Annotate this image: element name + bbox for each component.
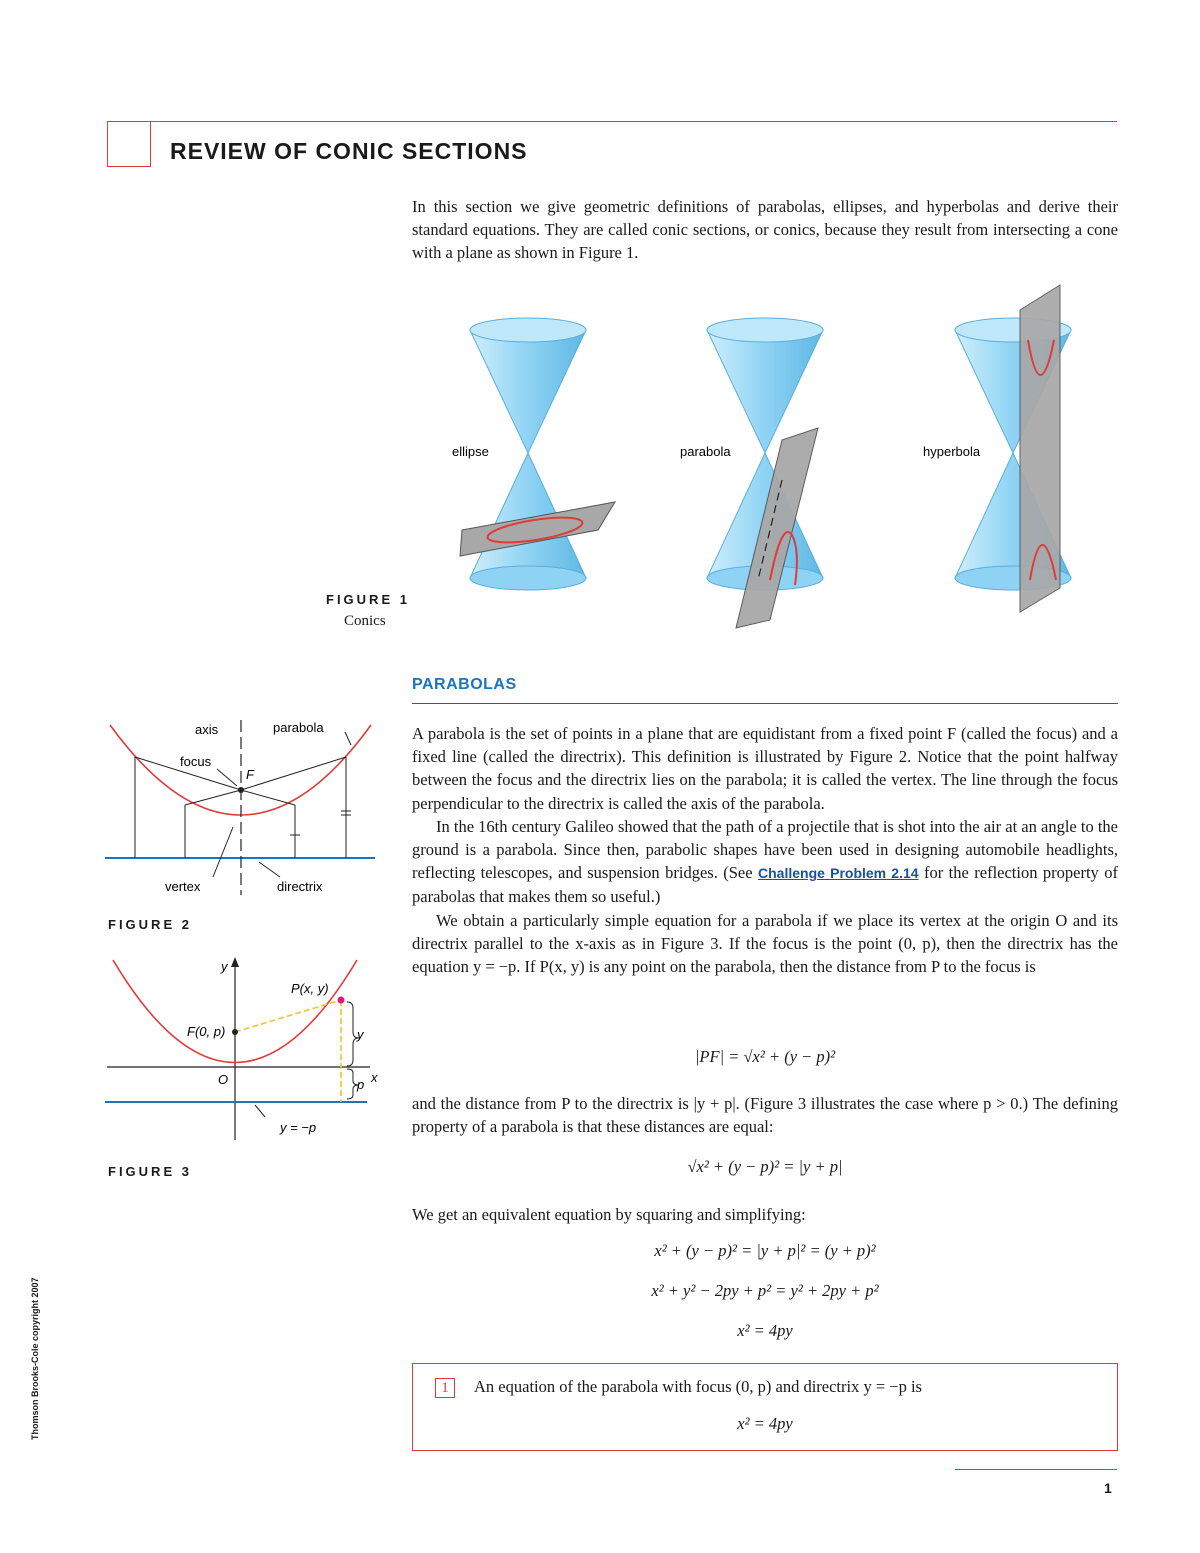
fig3-y-distance-label: y xyxy=(357,1027,364,1042)
fig2-F-label: F xyxy=(246,767,254,782)
body-text xyxy=(412,722,1118,978)
section-heading: PARABOLAS xyxy=(412,676,517,693)
fig3-directrix-label: y = −p xyxy=(280,1120,317,1135)
figure-1-label: FIGURE 1 xyxy=(326,592,410,607)
paragraph-directrix-distance: and the distance from P to the directrix is |y + p|. (Figure 3 illustrates the case where p > 0.) The defining property of a parabola is that these distances are equal: xyxy=(412,1094,1118,1137)
equation-equal-distances: √x² + (y − p)² = |y + p| xyxy=(687,1157,843,1176)
page-title: REVIEW OF CONIC SECTIONS xyxy=(170,138,528,164)
label-ellipse: ellipse xyxy=(452,444,489,459)
fig3-O-label: O xyxy=(218,1072,229,1087)
equation-step-1: x² + (y − p)² = |y + p|² = (y + p)² xyxy=(654,1241,876,1260)
figure-2-parabola-definition xyxy=(105,715,380,900)
paragraph-squaring: We get an equivalent equation by squaring and simplifying: xyxy=(412,1205,806,1224)
equation-distance-PF: |PF| = √x² + (y − p)² xyxy=(694,1047,836,1066)
intro-paragraph: In this section we give geometric definitions of parabolas, ellipses, and hyperbolas and derive their standard equations. They are called conic sections, or conics, because they result from intersecting a cone with a plane as shown in Figure 1. xyxy=(412,197,1118,263)
paragraph-definition: A parabola is the set of points in a plane that are equidistant from a fixed point F (called the focus) and a fixed line (called the directrix). This definition is illustrated by Figure 2. Notice that the point halfway between the focus and the directrix lies on the parabola; it is called the vertex. The line through the focus perpendicular to the directrix is called the axis of the parabola. xyxy=(412,724,1118,813)
result-number: 1 xyxy=(435,1378,455,1398)
result-statement: An equation of the parabola with focus (0, p) and directrix y = −p is xyxy=(474,1377,922,1396)
fig2-axis-label: axis xyxy=(195,722,219,737)
label-parabola: parabola xyxy=(680,444,731,459)
figure-3-parabola-coordinates xyxy=(105,955,385,1145)
figure-2-label: FIGURE 2 xyxy=(108,917,192,932)
fig3-p-distance-label: p xyxy=(357,1077,365,1092)
figure-3-label: FIGURE 3 xyxy=(108,1164,192,1179)
copyright-notice: Thomson Brooks-Cole copyright 2007 xyxy=(30,1277,40,1440)
cone-parabola xyxy=(707,318,823,628)
fig3-F-label: F(0, p) xyxy=(187,1024,226,1039)
equation-step-2: x² + y² − 2py + p² = y² + 2py + p² xyxy=(651,1281,879,1300)
fig3-y-axis-label: y xyxy=(221,959,228,974)
result-equation: x² = 4py xyxy=(737,1414,793,1433)
challenge-problem-link[interactable]: Challenge Problem 2.14 xyxy=(758,865,919,882)
figure-1-conics xyxy=(440,280,1100,635)
fig2-parabola-label: parabola xyxy=(273,720,324,735)
equation-step-3: x² = 4py xyxy=(737,1321,793,1340)
paragraph-galileo-end: for the reflection property of parabolas that makes them so useful.) xyxy=(412,863,1118,907)
label-hyperbola: hyperbola xyxy=(923,444,981,459)
fig2-directrix-pointer xyxy=(259,862,280,877)
figure-1-caption: Conics xyxy=(344,613,386,629)
page-number: 1 xyxy=(1104,1480,1112,1496)
section-rule xyxy=(412,703,1118,704)
fig2-parabola-pointer xyxy=(345,732,351,745)
fig3-x-axis-label: x xyxy=(371,1070,378,1085)
header-box xyxy=(107,121,151,167)
fig2-directrix-label: directrix xyxy=(277,879,323,894)
fig2-focus-label: focus xyxy=(180,754,212,769)
paragraph-galileo xyxy=(412,815,1118,909)
fig2-vertex-label: vertex xyxy=(165,879,201,894)
fig2-vertex-pointer xyxy=(213,827,233,877)
header-rule xyxy=(107,121,1117,122)
paragraph-galileo-start: In the 16th century Galileo showed that the path of a projectile that is shot into the air at an angle to the ground is a parabola. Since then, parabolic shapes have been used in designing automobile headlights, reflecting telescopes, and suspension bridges. (See xyxy=(412,816,1118,883)
footer-rule xyxy=(955,1469,1117,1470)
paragraph-equation-setup: We obtain a particularly simple equation for a parabola if we place its vertex at the origin O and its directrix parallel to the x-axis as in Figure 3. If the focus is the point (0, p), then the directrix has the equation y = −p. If P(x, y) is any point on the parabola, then the distance from P to the focus is xyxy=(412,910,1118,977)
fig3-P-label: P(x, y) xyxy=(291,981,329,996)
